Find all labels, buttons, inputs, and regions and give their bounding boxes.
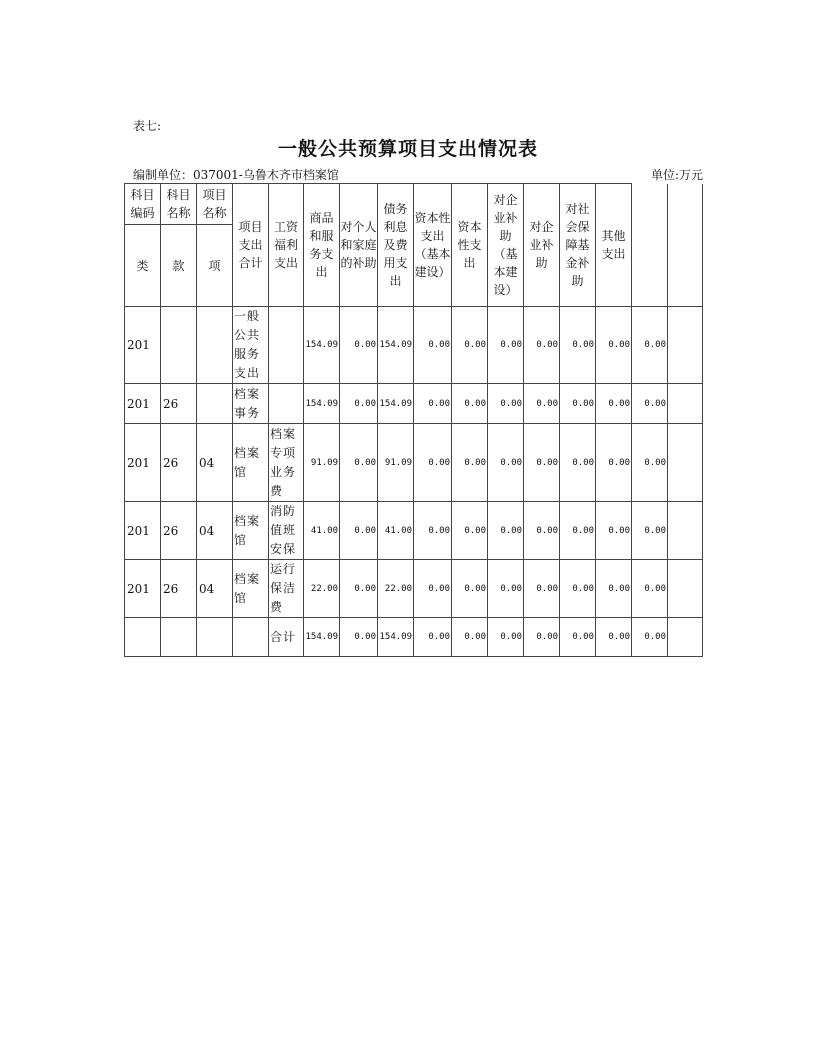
cell-xiang: 04 xyxy=(197,424,233,502)
header-project-name: 项目名称 xyxy=(197,184,233,225)
cell-value: 0.00 xyxy=(560,384,596,424)
cell-value: 0.00 xyxy=(632,618,668,657)
header-col-10: 其他支出 xyxy=(596,184,632,307)
cell-value: 0.00 xyxy=(560,424,596,502)
cell-value: 0.00 xyxy=(340,424,378,502)
cell-kuan: 26 xyxy=(161,424,197,502)
cell-value: 0.00 xyxy=(488,502,524,560)
table-row xyxy=(125,307,703,384)
cell-project-name xyxy=(269,384,304,424)
cell-value: 0.00 xyxy=(524,307,560,384)
cell-lei: 201 xyxy=(125,502,161,560)
cell-value: 154.09 xyxy=(304,307,340,384)
cell-value: 0.00 xyxy=(632,384,668,424)
cell-value: 0.00 xyxy=(524,560,560,618)
cell-value: 0.00 xyxy=(596,384,632,424)
cell-subject-name: 档案馆 xyxy=(233,424,269,502)
currency-unit: 单位:万元 xyxy=(651,168,704,182)
cell-subject-name: 档案事务 xyxy=(233,384,269,424)
cell-value: 41.00 xyxy=(304,502,340,560)
cell-project-name: 档案专项业务费 xyxy=(269,424,304,502)
cell-value: 22.00 xyxy=(378,560,414,618)
header-col-1: 工资福利支出 xyxy=(269,184,304,307)
cell-value: 0.00 xyxy=(524,502,560,560)
cell-total-label: 合计 xyxy=(269,618,304,657)
cell-value: 0.00 xyxy=(452,384,488,424)
cell-value: 0.00 xyxy=(488,384,524,424)
header-subject-name: 科目名称 xyxy=(161,184,197,225)
cell-value: 0.00 xyxy=(452,502,488,560)
cell-value: 0.00 xyxy=(632,560,668,618)
cell-value: 0.00 xyxy=(560,502,596,560)
cell-xiang xyxy=(197,618,233,657)
cell-value: 0.00 xyxy=(524,618,560,657)
cell-value: 0.00 xyxy=(488,560,524,618)
header-xiang: 项 xyxy=(197,225,233,307)
header-col-6: 资本性支出 xyxy=(452,184,488,307)
cell-subject-name xyxy=(233,618,269,657)
cell-value: 0.00 xyxy=(452,307,488,384)
header-col-5: 资本性支出（基本建设） xyxy=(414,184,452,307)
cell-value: 0.00 xyxy=(414,502,452,560)
cell-value: 154.09 xyxy=(378,384,414,424)
cell-value: 0.00 xyxy=(452,424,488,502)
cell-kuan: 26 xyxy=(161,502,197,560)
header-subject-code: 科目编码 xyxy=(125,184,161,225)
header-col-2: 商品和服务支出 xyxy=(304,184,340,307)
cell-value: 0.00 xyxy=(414,384,452,424)
cell-value: 0.00 xyxy=(414,618,452,657)
cell-value: 41.00 xyxy=(378,502,414,560)
cell-value: 154.09 xyxy=(304,618,340,657)
cell-subject-name: 档案馆 xyxy=(233,560,269,618)
header-col-7: 对企业补助（基本建设） xyxy=(488,184,524,307)
cell-lei: 201 xyxy=(125,384,161,424)
cell-value: 0.00 xyxy=(340,307,378,384)
cell-value: 91.09 xyxy=(378,424,414,502)
cell-value: 154.09 xyxy=(378,618,414,657)
cell-xiang xyxy=(197,307,233,384)
cell-subject-name: 一般公共服务支出 xyxy=(233,307,269,384)
budget-table xyxy=(124,183,703,657)
cell-value: 0.00 xyxy=(414,560,452,618)
cell-value: 154.09 xyxy=(378,307,414,384)
table-row xyxy=(125,424,703,502)
cell-lei xyxy=(125,618,161,657)
cell-value: 0.00 xyxy=(488,618,524,657)
cell-kuan: 26 xyxy=(161,384,197,424)
cell-value: 0.00 xyxy=(560,618,596,657)
table-row xyxy=(125,384,703,424)
cell-value: 0.00 xyxy=(340,384,378,424)
cell-value: 22.00 xyxy=(304,560,340,618)
cell-value: 0.00 xyxy=(488,307,524,384)
header-row-1 xyxy=(125,184,703,225)
header-kuan: 款 xyxy=(161,225,197,307)
cell-value: 0.00 xyxy=(340,618,378,657)
cell-value: 0.00 xyxy=(560,560,596,618)
cell-project-name: 消防值班安保 xyxy=(269,502,304,560)
cell-subject-name: 档案馆 xyxy=(233,502,269,560)
compiling-unit: 编制单位：037001-乌鲁木齐市档案馆 xyxy=(133,168,339,182)
cell-value: 154.09 xyxy=(304,384,340,424)
cell-value: 0.00 xyxy=(488,424,524,502)
cell-xiang: 04 xyxy=(197,502,233,560)
cell-value: 0.00 xyxy=(596,560,632,618)
cell-value: 0.00 xyxy=(414,424,452,502)
cell-value: 0.00 xyxy=(632,502,668,560)
cell-lei: 201 xyxy=(125,424,161,502)
table-row xyxy=(125,502,703,560)
cell-value: 0.00 xyxy=(560,307,596,384)
cell-project-name: 运行保洁费 xyxy=(269,560,304,618)
cell-value: 0.00 xyxy=(452,618,488,657)
cell-value: 0.00 xyxy=(340,560,378,618)
cell-value: 0.00 xyxy=(632,307,668,384)
cell-value: 91.09 xyxy=(304,424,340,502)
cell-kuan xyxy=(161,307,197,384)
cell-value: 0.00 xyxy=(596,424,632,502)
cell-value: 0.00 xyxy=(414,307,452,384)
header-lei: 类 xyxy=(125,225,161,307)
cell-xiang: 04 xyxy=(197,560,233,618)
cell-value: 0.00 xyxy=(452,560,488,618)
header-col-4: 债务利息及费用支出 xyxy=(378,184,414,307)
header-col-0: 项目支出合计 xyxy=(233,184,269,307)
header-col-9: 对社会保障基金补助 xyxy=(560,184,596,307)
cell-xiang xyxy=(197,384,233,424)
cell-value: 0.00 xyxy=(524,424,560,502)
cell-kuan: 26 xyxy=(161,560,197,618)
cell-value: 0.00 xyxy=(596,502,632,560)
cell-value: 0.00 xyxy=(596,307,632,384)
header-col-8: 对企业补助 xyxy=(524,184,560,307)
cell-lei: 201 xyxy=(125,560,161,618)
cell-value: 0.00 xyxy=(596,618,632,657)
page-title: 一般公共预算项目支出情况表 xyxy=(277,138,538,160)
total-row xyxy=(125,618,703,657)
table-row xyxy=(125,560,703,618)
cell-value: 0.00 xyxy=(524,384,560,424)
cell-project-name xyxy=(269,307,304,384)
cell-value: 0.00 xyxy=(632,424,668,502)
header-col-3: 对个人和家庭的补助 xyxy=(340,184,378,307)
cell-value: 0.00 xyxy=(340,502,378,560)
cell-kuan xyxy=(161,618,197,657)
cell-lei: 201 xyxy=(125,307,161,384)
table-number: 表七: xyxy=(133,119,162,133)
